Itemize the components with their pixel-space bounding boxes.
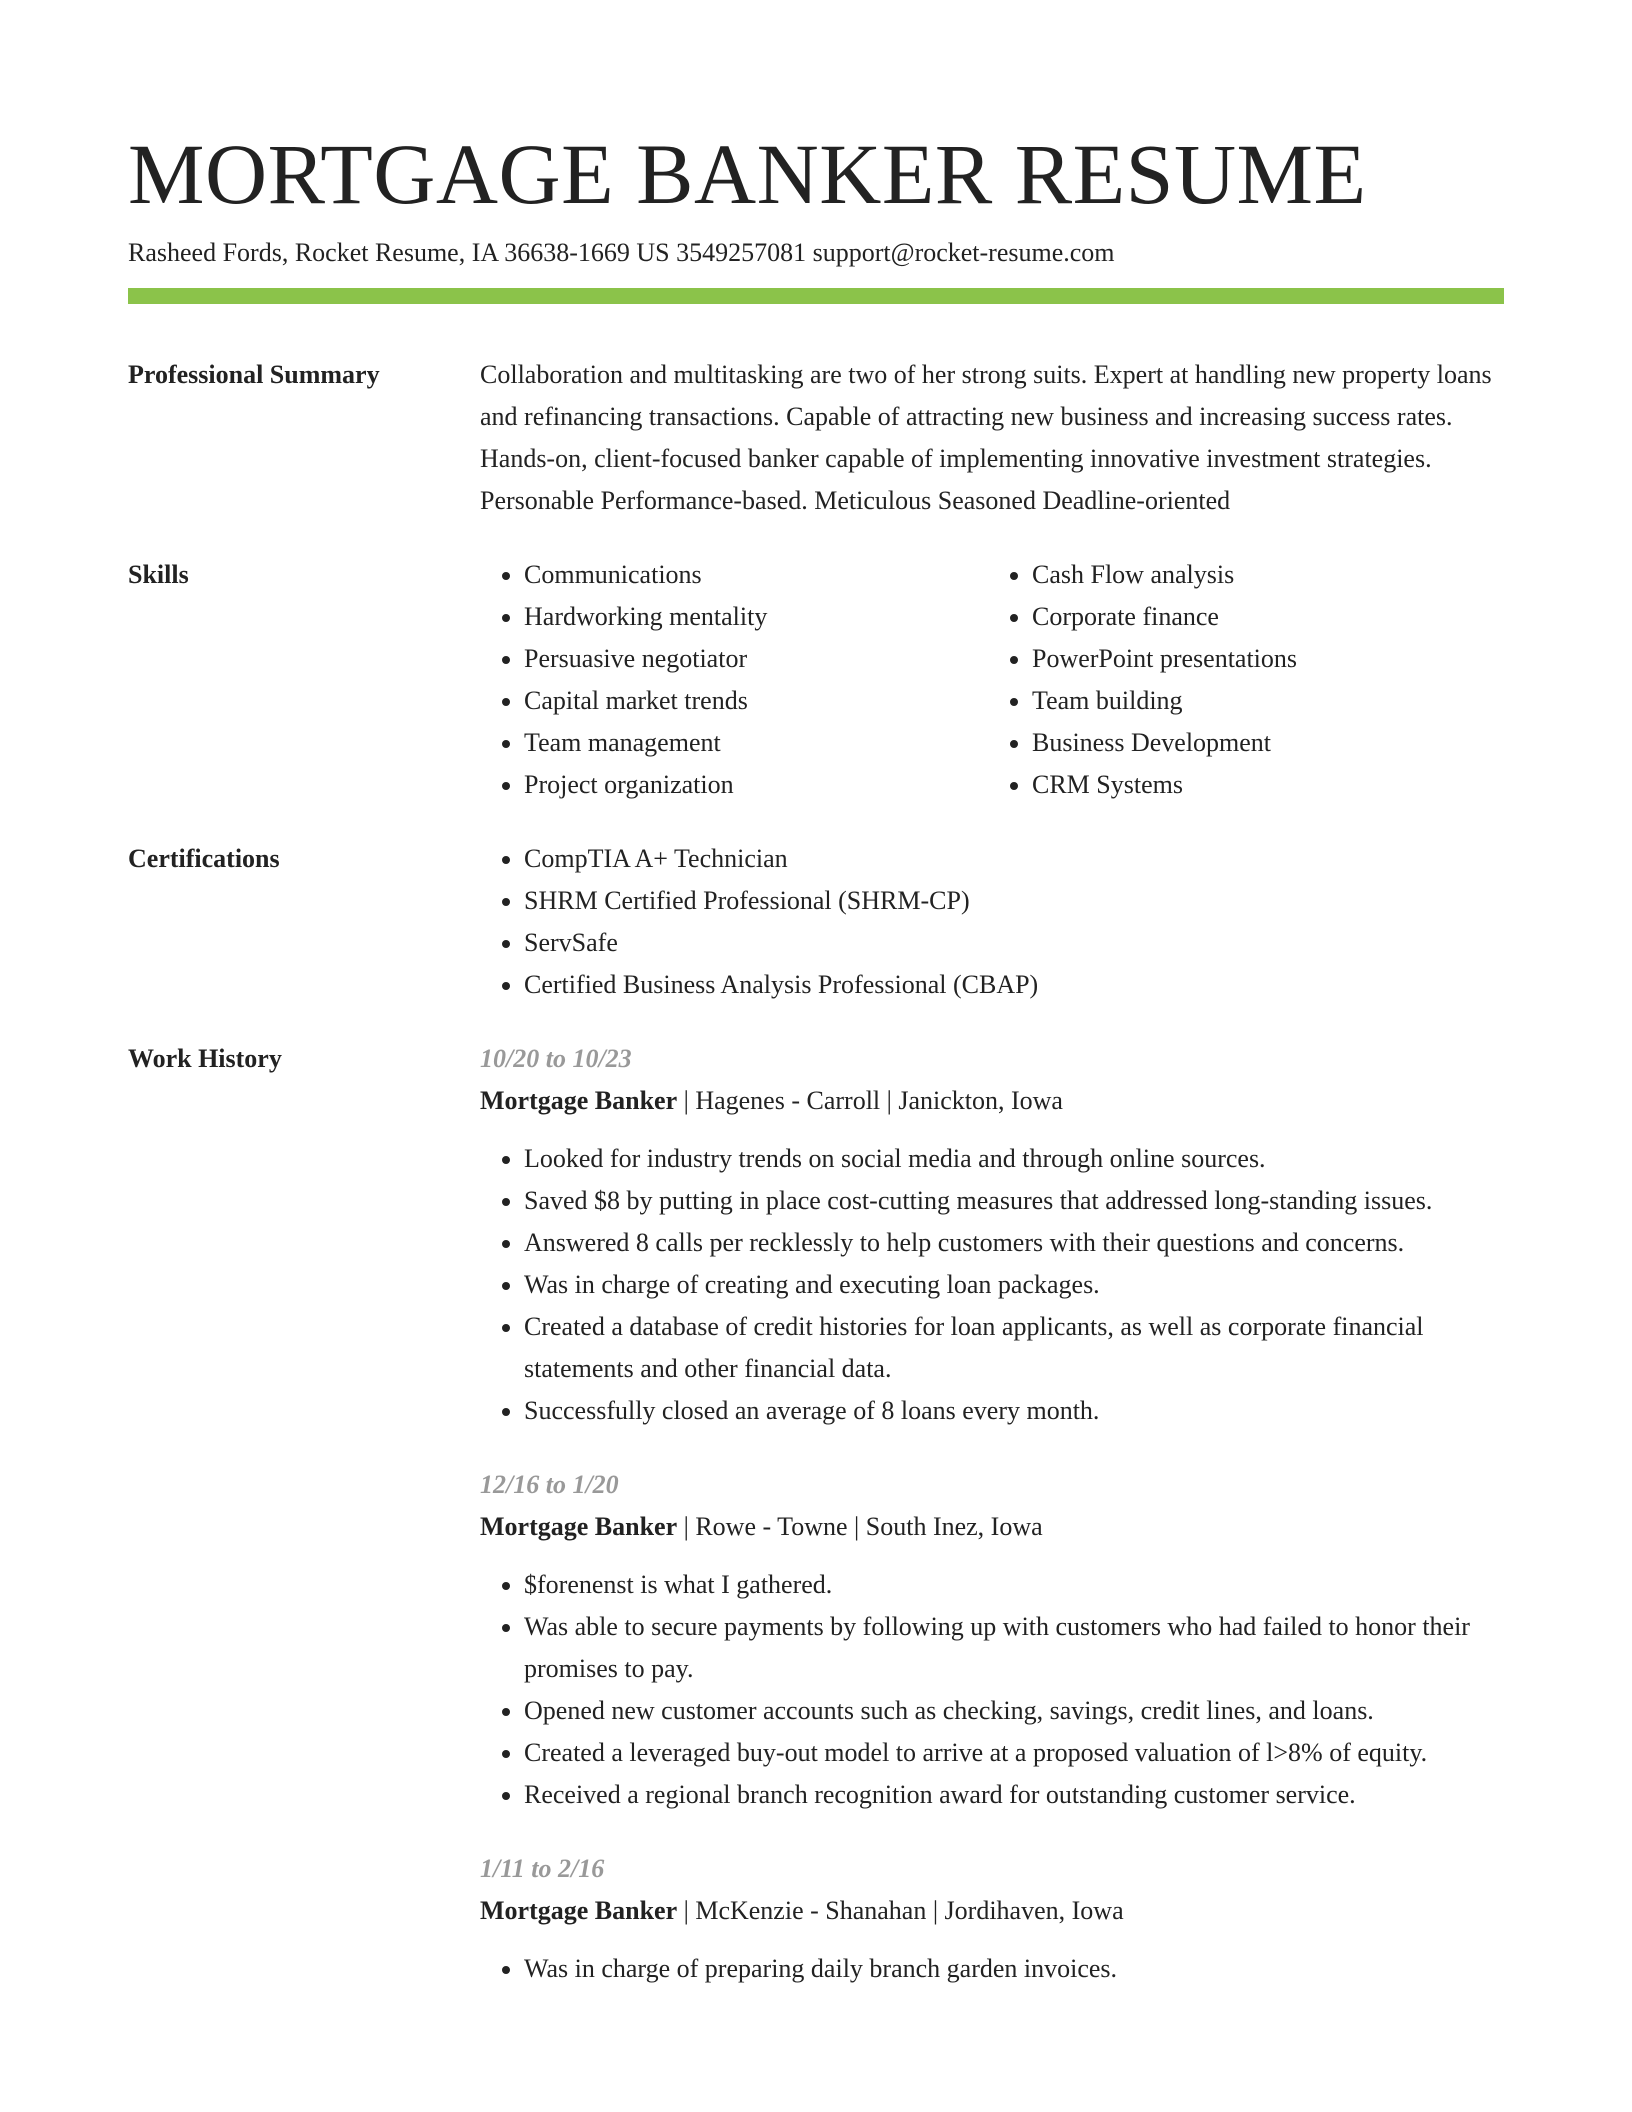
job-title: Mortgage Banker	[480, 1512, 678, 1541]
section-label-work-history: Work History	[128, 1044, 282, 1073]
resume-page	[128, 124, 1504, 1990]
certification-item: • CompTIA A+ Technician	[524, 838, 1504, 880]
skills-columns	[480, 554, 1504, 806]
section-label-certifications: Certifications	[128, 844, 280, 873]
job-details: | Hagenes - Carroll | Janickton, Iowa	[677, 1086, 1063, 1115]
page-title: MORTGAGE BANKER RESUME	[128, 126, 1367, 222]
header-divider	[128, 288, 1504, 304]
job-details: | Rowe - Towne | South Inez, Iowa	[677, 1512, 1043, 1541]
job-heading	[480, 1080, 1504, 1122]
work-history-body	[480, 1038, 1504, 1990]
skill-item: • Cash Flow analysis	[1032, 554, 1492, 596]
job-bullet: • Created a database of credit histories for loan applicants, as well as corporate financial statements and other financial data.	[524, 1306, 1504, 1390]
job-dates: 12/16 to 1/20	[480, 1470, 619, 1499]
job-heading	[480, 1506, 1504, 1548]
skill-item: • PowerPoint presentations	[1032, 638, 1492, 680]
job-bullet: • Was able to secure payments by following up with customers who had failed to honor their promises to pay.	[524, 1606, 1504, 1690]
skill-item: • Team building	[1032, 680, 1492, 722]
skill-item: • Capital market trends	[524, 680, 984, 722]
work-history-section	[128, 1038, 1504, 1990]
job-dates: 1/11 to 2/16	[480, 1854, 605, 1883]
skill-item: • Team management	[524, 722, 984, 764]
job-bullet: • Successfully closed an average of 8 loans every month.	[524, 1390, 1504, 1432]
section-label-skills: Skills	[128, 560, 189, 589]
skill-item: • Project organization	[524, 764, 984, 806]
skill-item: • Persuasive negotiator	[524, 638, 984, 680]
job-entry	[480, 1038, 1504, 1432]
skills-section	[128, 554, 1504, 806]
skill-item: • Hardworking mentality	[524, 596, 984, 638]
job-bullet: • $forenenst is what I gathered.	[524, 1564, 1504, 1606]
job-entry	[480, 1464, 1504, 1816]
job-details: | McKenzie - Shanahan | Jordihaven, Iowa	[677, 1896, 1124, 1925]
skills-list-right	[988, 554, 1492, 806]
job-bullet: • Looked for industry trends on social media and through online sources.	[524, 1138, 1504, 1180]
job-bullet: • Received a regional branch recognition award for outstanding customer service.	[524, 1774, 1504, 1816]
certification-item: • SHRM Certified Professional (SHRM-CP)	[524, 880, 1504, 922]
summary-section	[128, 354, 1504, 522]
summary-text: Collaboration and multitasking are two of her strong suits. Expert at handling new property loans and refinancing transactions. Capable of attracting new business and increasing success rates. Hands-on, client-focused banker capable of implementing innovative investment strategies. Personable Performance-based. Meticulous Seasoned Deadline-oriented	[480, 360, 1492, 515]
skill-item: • Communications	[524, 554, 984, 596]
job-title: Mortgage Banker	[480, 1896, 678, 1925]
job-bullets	[480, 1948, 1504, 1990]
job-bullet: • Was in charge of creating and executing loan packages.	[524, 1264, 1504, 1306]
certification-item: • ServSafe	[524, 922, 1504, 964]
certification-item: • Certified Business Analysis Professional (CBAP)	[524, 964, 1504, 1006]
job-dates: 10/20 to 10/23	[480, 1044, 632, 1073]
certifications-list	[480, 838, 1504, 1006]
job-heading	[480, 1890, 1504, 1932]
contact-line: Rasheed Fords, Rocket Resume, IA 36638-1669 US 3549257081 support@rocket-resume.com	[128, 238, 1115, 267]
job-bullet: • Opened new customer accounts such as checking, savings, credit lines, and loans.	[524, 1690, 1504, 1732]
certifications-section	[128, 838, 1504, 1006]
job-bullets	[480, 1564, 1504, 1816]
job-bullet: • Saved $8 by putting in place cost-cutting measures that addressed long-standing issues.	[524, 1180, 1504, 1222]
job-bullet: • Created a leveraged buy-out model to arrive at a proposed valuation of l>8% of equity.	[524, 1732, 1504, 1774]
job-title: Mortgage Banker	[480, 1086, 678, 1115]
section-label-summary: Professional Summary	[128, 360, 380, 389]
skill-item: • CRM Systems	[1032, 764, 1492, 806]
skill-item: • Business Development	[1032, 722, 1492, 764]
job-entry	[480, 1848, 1504, 1990]
certifications-body	[480, 838, 1504, 1006]
job-bullets	[480, 1138, 1504, 1432]
skill-item: • Corporate finance	[1032, 596, 1492, 638]
job-bullet: • Answered 8 calls per recklessly to help customers with their questions and concerns.	[524, 1222, 1504, 1264]
job-bullet: • Was in charge of preparing daily branch garden invoices.	[524, 1948, 1504, 1990]
skills-list-left	[480, 554, 984, 806]
